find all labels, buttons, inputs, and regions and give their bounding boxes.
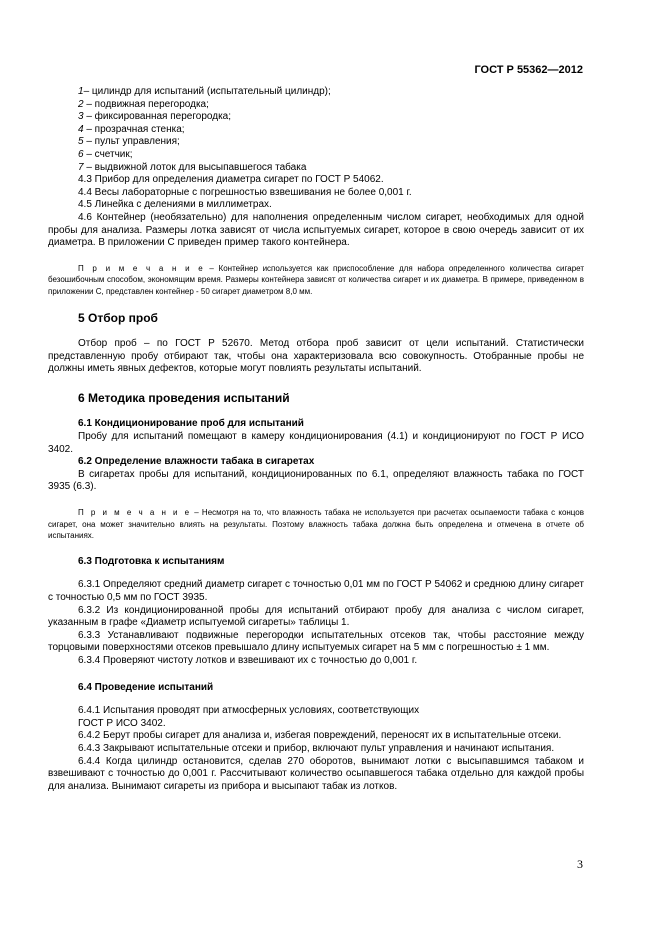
legend-number: 5 [78,136,84,148]
legend-number: 7 [78,161,84,173]
note-label: П р и м е ч а н и е [78,508,192,518]
legend-text: – выдвижной лоток для высыпавшегося табака [83,161,307,173]
legend-number: 4 [78,123,84,135]
legend-text: – фиксированная перегородка; [83,111,232,123]
subsection-6-1-title: 6.1 Кондиционирование проб для испытаний [78,418,304,430]
legend-text: – прозрачная стенка; [83,123,185,135]
section-5-title: 5 Отбор проб [78,310,158,325]
legend-item [48,162,584,175]
paragraph-4-6: 4.6 Контейнер (необязательно) для наполнения определенным числом сигарет, необходимых для одной пробы для анализа. Размеры лотка зависят от числа испытуемых сигарет, которое в свою очередь зависит от их диаметра. В приложении С приведен пример такого контейнера. [48,211,584,249]
section-6-title: 6 Методика проведения испытаний [78,390,290,405]
subsection-6-2-title: 6.2 Определение влажности табака в сигаретах [78,456,315,468]
subsection-6-1-text: Пробу для испытаний помещают в камеру кондиционирования (4.1) и кондиционируют по ГОСТ Р ИСО 3402. [48,431,584,455]
legend-text: – подвижная перегородка; [83,98,209,110]
legend-item [48,86,584,99]
note-text: – Контейнер используется как приспособление для набора определенного количества сигарет безошибочным способом, экономящим время. Размеры контейнера зависят от количества сигарет и их диаметра. В примере, приведенном в приложении С, представлен контейнер - 50 сигарет диаметром 8,0 мм. [48,263,584,296]
legend-item [48,124,584,137]
paragraph-6-4-3: 6.4.3 Закрывают испытательные отсеки и прибор, включают пульт управления и начинают испытания. [78,742,555,754]
paragraph-6-3-3: 6.3.3 Устанавливают подвижные перегородки испытательных отсеков так, чтобы расстояние между торцовыми поверхностями отсеков превышало длину испытуемых сигарет на 5 мм с погрешностью ± 1 мм. [48,629,584,654]
paragraph-4-3: 4.3 Прибор для определения диаметра сигарет по ГОСТ Р 54062. [78,174,384,186]
legend-item [48,111,584,124]
legend-number: 1 [78,86,84,97]
paragraph-6-4-1-cont: ГОСТ Р ИСО 3402. [78,717,166,729]
paragraph-6-4-1: 6.4.1 Испытания проводят при атмосферных условиях, соответствующих [78,705,420,717]
note-label: П р и м е ч а н и е [78,263,205,273]
paragraph-6-4-2: 6.4.2 Берут пробы сигарет для анализа и, избегая повреждений, переносят их в испытательные отсеки. [78,730,562,742]
legend-number: 3 [78,111,84,123]
subsection-6-2-text: В сигаретах пробы для испытаний, кондиционированных по 6.1, определяют влажность табака по ГОСТ 3935 (6.3). [48,468,584,493]
document-code-header: ГОСТ Р 55362—2012 [474,64,583,76]
subsection-6-3-title: 6.3 Подготовка к испытаниям [78,555,225,567]
legend-item [48,136,584,149]
legend-number: 2 [78,98,84,110]
note-text: – Несмотря на то, что влажность табака не используется при расчетах осыпаемости табака с концов сигарет, она может значительно влиять на результаты. Поэтому влажность табака должна быть определена и отмечена в отчете об испытаниях. [48,508,584,541]
legend-text: – счетчик; [83,148,133,160]
section-5-text: Отбор проб – по ГОСТ Р 52670. Метод отбора проб зависит от цели испытаний. Статистически представленную пробу отбирают так, чтобы она характеризовала всю совокупность. Отобранные пробы не должны иметь явных дефектов, которые могут повлиять результаты испытаний. [48,338,584,375]
paragraph-6-3-2: 6.3.2 Из кондиционированной пробы для испытаний отбирают пробу для анализа с числом сигарет, указанным в графе «Диаметр испытуемой сигареты» таблицы 1. [48,604,584,629]
paragraph-6-3-4: 6.3.4 Проверяют чистоту лотков и взвешивают их с точностью до 0,001 г. [78,654,418,666]
page-number: 3 [577,857,583,871]
legend-item [48,99,584,112]
subsection-6-4-title: 6.4 Проведение испытаний [78,681,214,693]
paragraph-4-5: 4.5 Линейка с делениями в миллиметрах. [78,199,272,211]
page-body [48,86,584,793]
paragraph-6-3-1: 6.3.1 Определяют средний диаметр сигарет с точностью 0,01 мм по ГОСТ Р 54062 и среднюю длину сигарет с точностью 0,5 мм по ГОСТ 3935. [48,579,584,603]
legend-text: – цилиндр для испытаний (испытательный цилиндр); [83,86,331,97]
legend-number: 6 [78,148,84,160]
paragraph-6-4-4: 6.4.4 Когда цилиндр остановится, сделав 270 оборотов, вынимают лотки с высыпавшимся табаком и взвешивают с точностью до 0,001 г. Рассчитывают количество осыпавшегося табака отдельно для каждой пробы для анализа. Вынимают сигареты из прибора и высыпают табак из лотков. [48,755,584,792]
note-moisture [48,507,584,542]
figure-legend [48,86,584,174]
paragraph-4-4: 4.4 Весы лабораторные с погрешностью взвешивания не более 0,001 г. [78,186,412,198]
legend-item [48,149,584,162]
note-container [48,263,584,298]
legend-text: – пульт управления; [83,136,180,148]
